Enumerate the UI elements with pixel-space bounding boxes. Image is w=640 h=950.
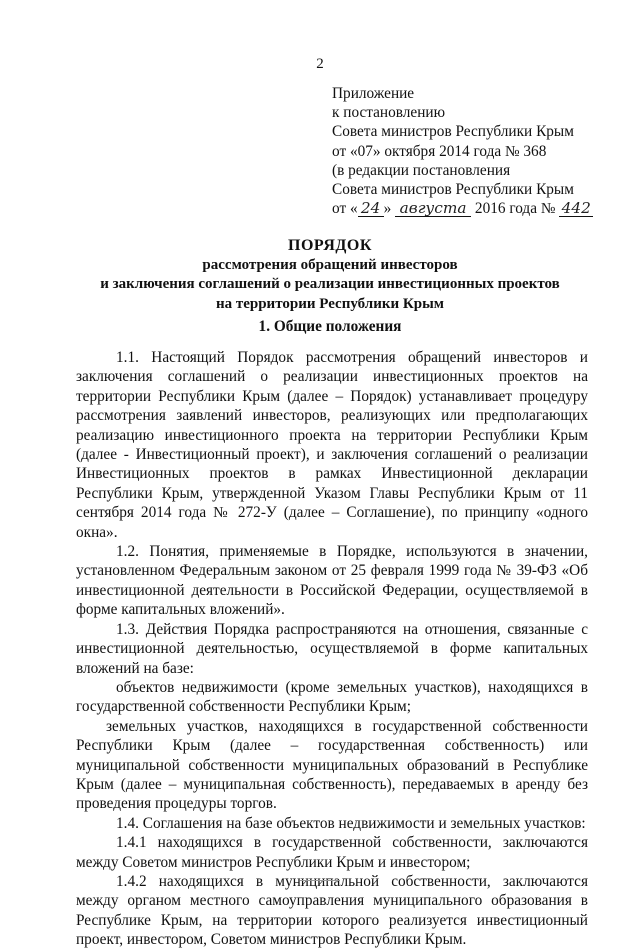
- appendix-line: Совета министров Республики Крым: [332, 181, 574, 199]
- title-subtitle: и заключения соглашений о реализации инвестиционных проектов: [100, 276, 560, 293]
- page-number: 2: [316, 56, 324, 72]
- document-title: [60, 236, 600, 314]
- section-heading: 1. Общие положения: [258, 318, 402, 335]
- appendix-header: [332, 84, 632, 218]
- paragraph: 1.4.1 находящихся в государственной собственности, заключаются между Советом министров Республики Крым и инвестором;: [76, 834, 588, 871]
- date-prefix: от «: [332, 200, 358, 218]
- paragraph: 1.4.2 находящихся в муниципальной собственности, заключаются между органом местного самоуправления муниципального образования в Республике Крым, на территории которого реализуется инвестиционный проект, инвестором, Советом министров Республики Крым.: [76, 872, 588, 949]
- paragraph: объектов недвижимости (кроме земельных участков), находящихся в государственной собственности Республики Крым;: [76, 678, 588, 716]
- date-year: 2016 года №: [471, 200, 560, 218]
- title-subtitle: на территории Республики Крым: [215, 295, 445, 312]
- appendix-line: Совета министров Республики Крым: [332, 123, 574, 141]
- date-separator: »: [383, 200, 396, 218]
- paragraph: 1.3. Действия Порядка распространяются на отношения, связанные с инвестиционной деятельностью, осуществляемой в форме капитальных вложений на базе:: [76, 620, 588, 677]
- title-main: ПОРЯДОК: [288, 237, 372, 254]
- page-footer-mark: [300, 880, 340, 881]
- paragraph: земельных участков, находящихся в государственной собственности Республики Крым (далее – государственная собственность) или муниципальной собственности муниципальных образований в Республике Крым (далее – муниципальная собственность), передаваемых в аренду без проведения процедуры торгов.: [76, 717, 588, 813]
- handwritten-month: августа: [395, 200, 471, 217]
- paragraph: 1.4. Соглашения на базе объектов недвижимости и земельных участков:: [116, 814, 586, 832]
- appendix-line: Приложение: [332, 85, 415, 102]
- document-body: [76, 348, 588, 950]
- handwritten-day: 24: [358, 200, 384, 217]
- paragraph: 1.1. Настоящий Порядок рассмотрения обращений инвесторов и заключения соглашений о реализации инвестиционных проектов на территории Республики Крым (далее – Порядок) устанавливает процедуру рассмотрения заявлений инвесторов, реализующих или предполагающих реализацию инвестиционного проекта на территории Республики Крым (далее - Инвестиционный проект), и заключения соглашений о реализации Инвестиционных проектов в рамках Инвестиционной декларации Республики Крым, утвержденной Указом Главы Республики Крым от 11 сентября 2014 года № 272-У (далее – Соглашение), по принципу «одного окна».: [76, 349, 588, 541]
- paragraph: 1.2. Понятия, применяемые в Порядке, используются в значении, установленном Федеральным законом от 25 февраля 1999 года № 39-ФЗ «Об инвестиционной деятельности в Российской Федерации, осуществляемой в форме капитальных вложений».: [76, 543, 588, 619]
- appendix-date-line: [332, 199, 632, 218]
- title-subtitle: рассмотрения обращений инвесторов: [202, 257, 458, 273]
- appendix-line: (в редакции постановления: [332, 161, 511, 179]
- handwritten-number: 442: [559, 200, 593, 217]
- appendix-line: к постановлению: [332, 104, 446, 122]
- appendix-line: от «07» октября 2014 года № 368: [332, 142, 547, 160]
